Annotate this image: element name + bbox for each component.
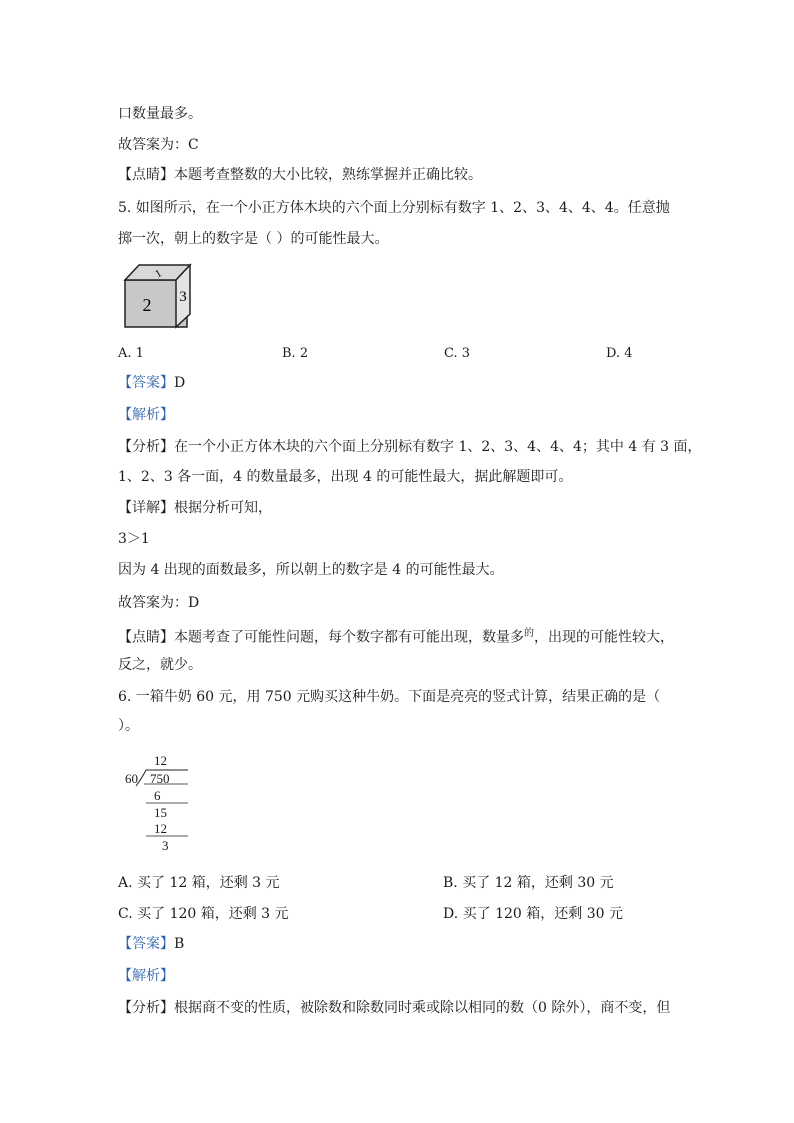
q6-analysis-tag: 【解析】 (118, 968, 174, 984)
q5-final-answer: 故答案为：D (118, 595, 200, 611)
q6-stem-line1: 6. 一箱牛奶 60 元，用 750 元购买这种牛奶。下面是亮亮的竖式计算，结果正确的是（ (118, 689, 661, 705)
q5-xiangjie (118, 498, 272, 518)
division-step2: 15 (154, 805, 167, 820)
q5-option-b: B. 2 (282, 346, 309, 361)
q5-reason: 因为 4 出现的面数最多，所以朝上的数字是 4 的可能性最大。 (118, 562, 504, 578)
q5-fenxi-line2: 1、2、3 各一面，4 的数量最多，出现 4 的可能性最大，据此解题即可。 (118, 469, 573, 485)
q5-analysis-tag: 【解析】 (118, 407, 174, 423)
cube-top-number: 1 (153, 267, 164, 281)
q4-answer-line: 故答案为：C (118, 137, 199, 153)
division-quotient: 12 (154, 753, 167, 768)
q6-option-d: D. 买了 120 箱，还剩 30 元 (443, 906, 623, 922)
answer-tag: 【答案】 (118, 936, 174, 952)
dianjing-text-b: ，出现的可能性较大， (534, 629, 674, 646)
cube-front-number: 2 (142, 295, 152, 315)
q5-stem-line2: 掷一次，朝上的数字是（ ）的可能性最大。 (118, 231, 389, 247)
dianjing-superscript: 的 (524, 628, 534, 639)
q5-fenxi-line1 (118, 437, 702, 457)
cube-side-number: 3 (179, 289, 187, 305)
q5-stem-line1: 5. 如图所示，在一个小正方体木块的六个面上分别标有数字 1、2、3、4、4、4。任意抛 (118, 200, 670, 216)
comment-text: 本题考查整数的大小比较，熟练掌握并正确比较。 (174, 167, 482, 183)
xiangjie-text: 根据分析可知， (174, 500, 272, 516)
q5-answer (118, 373, 185, 393)
q6-option-a: A. 买了 12 箱，还剩 3 元 (118, 875, 280, 891)
dianjing-tag: 【点睛】 (118, 629, 174, 646)
q4-comment (118, 165, 482, 185)
fenxi-tag: 【分析】 (118, 1000, 174, 1016)
q5-dianjing-line2: 反之，就少。 (118, 657, 202, 673)
q6-option-c: C. 买了 120 箱，还剩 3 元 (118, 906, 289, 922)
division-dividend: 750 (150, 771, 170, 786)
division-remainder: 3 (162, 838, 169, 853)
q6-option-b: B. 买了 12 箱，还剩 30 元 (443, 875, 614, 891)
division-step3: 12 (154, 821, 167, 836)
q6-answer (118, 934, 184, 954)
fenxi-text: 在一个小正方体木块的六个面上分别标有数字 1、2、3、4、4、4；其中 4 有 3 面， (174, 439, 702, 455)
q6-stem-line2: ）。 (118, 718, 139, 734)
cube-figure (122, 262, 194, 332)
q5-compare: 3＞1 (118, 531, 150, 547)
fenxi-text: 根据商不变的性质，被除数和除数同时乘或除以相同的数（0 除外），商不变，但 (174, 1000, 671, 1016)
q6-fenxi (118, 998, 670, 1018)
q5-option-d: D. 4 (606, 346, 633, 361)
xiangjie-tag: 【详解】 (118, 500, 174, 516)
long-division-figure (122, 752, 202, 856)
q5-option-c: C. 3 (444, 346, 471, 361)
answer-value: B (174, 936, 185, 952)
q5-dianjing-line1 (118, 624, 674, 648)
dianjing-text-a: 本题考查了可能性问题，每个数字都有可能出现，数量多 (174, 629, 524, 646)
fenxi-tag: 【分析】 (118, 439, 174, 455)
division-divisor: 60 (125, 771, 138, 786)
answer-tag: 【答案】 (118, 375, 174, 391)
answer-value: D (174, 375, 186, 391)
division-step1: 6 (154, 788, 161, 803)
q4-text-tail: 口数量最多。 (118, 106, 202, 122)
comment-tag: 【点睛】 (118, 167, 174, 183)
q5-option-a: A. 1 (118, 346, 144, 361)
